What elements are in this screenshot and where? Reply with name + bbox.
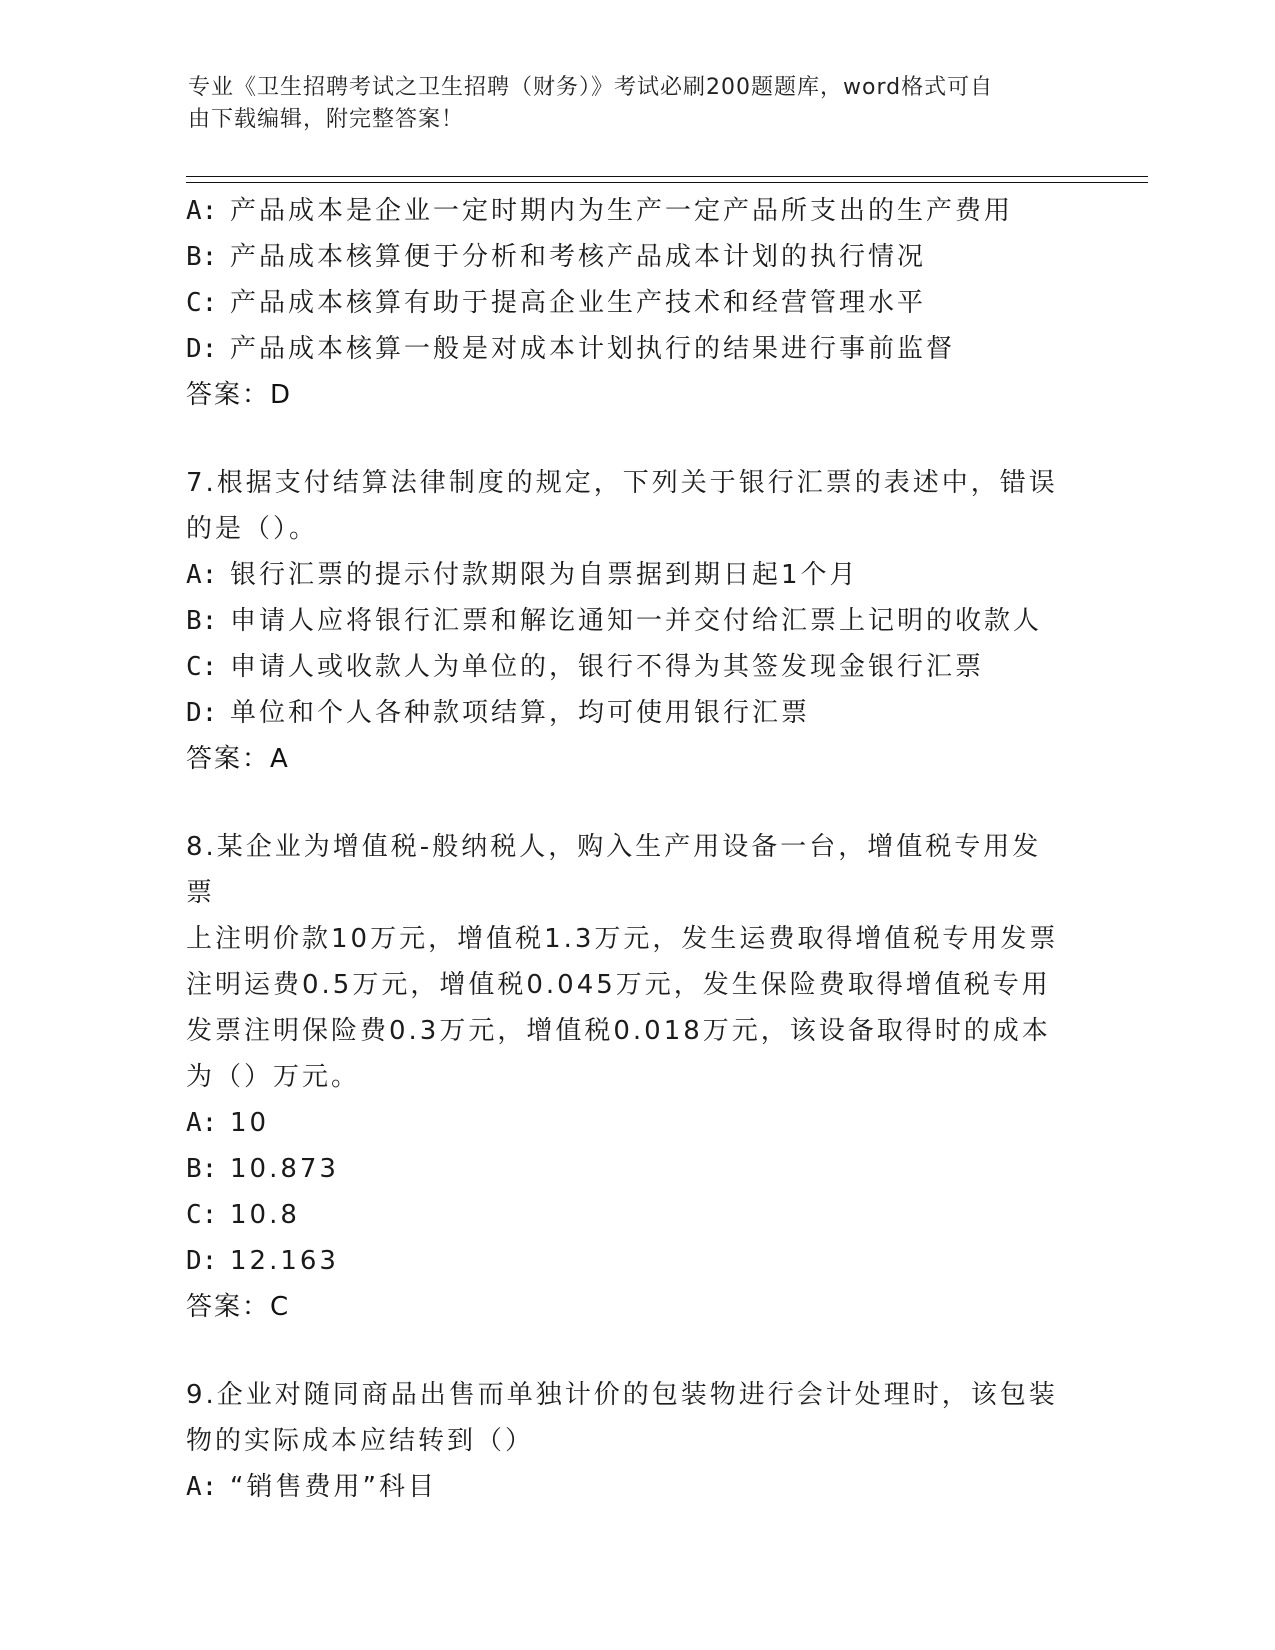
q7-stem-line-2: 的是（）。	[186, 514, 319, 544]
q8-stem-line-4: 发票注明保险费0.3万元，增值税0.018万元，该设备取得时的成本	[186, 1016, 1051, 1046]
option-letter: D:	[186, 334, 218, 364]
q8-stem-line-1: 8.某企业为增值税-般纳税人，购入生产用设备一台，增值税专用发票	[186, 832, 1042, 908]
q8-stem-line-5: 为（）万元。	[186, 1062, 361, 1092]
q7-option-b	[186, 598, 1086, 644]
q9-stem-line-2: 物的实际成本应结转到（）	[186, 1426, 535, 1456]
option-text: “销售费用”科目	[230, 1472, 437, 1502]
option-text: 申请人应将银行汇票和解讫通知一并交付给汇票上记明的收款人	[230, 606, 1043, 636]
header-divider-bottom	[186, 182, 1148, 183]
q8-stem-line-2: 上注明价款10万元，增值税1.3万元，发生运费取得增值税专用发票	[186, 924, 1059, 954]
spacer	[186, 782, 1086, 824]
question-9	[186, 1372, 1086, 1510]
option-text: 12.163	[230, 1246, 339, 1276]
q8-option-c	[186, 1192, 1086, 1238]
option-text: 产品成本核算有助于提高企业生产技术和经营管理水平	[230, 288, 927, 318]
option-text: 产品成本是企业一定时期内为生产一定产品所支出的生产费用	[230, 196, 1014, 226]
q9-option-a	[186, 1464, 1086, 1510]
option-text: 10.873	[230, 1154, 339, 1184]
question-7	[186, 460, 1086, 782]
q8-answer: 答案：C	[186, 1292, 291, 1322]
q6-option-b	[186, 234, 1086, 280]
option-letter: B:	[186, 1154, 218, 1184]
option-letter: D:	[186, 1246, 218, 1276]
option-letter: C:	[186, 1200, 218, 1230]
q6-option-c	[186, 280, 1086, 326]
document-header	[188, 72, 1068, 136]
q8-option-d	[186, 1238, 1086, 1284]
q6-option-d	[186, 326, 1086, 372]
question-list	[186, 188, 1086, 1510]
option-letter: A:	[186, 560, 218, 590]
question-8	[186, 824, 1086, 1330]
option-text: 产品成本核算便于分析和考核产品成本计划的执行情况	[230, 242, 927, 272]
header-divider-top	[186, 176, 1148, 177]
q9-stem-line-1: 9.企业对随同商品出售而单独计价的包装物进行会计处理时，该包装	[186, 1380, 1058, 1410]
q7-stem-line-1: 7.根据支付结算法律制度的规定，下列关于银行汇票的表述中，错误	[186, 468, 1058, 498]
q8-option-b	[186, 1146, 1086, 1192]
option-text: 单位和个人各种款项结算，均可使用银行汇票	[230, 698, 811, 728]
option-text: 10	[230, 1108, 270, 1138]
option-letter: D:	[186, 698, 218, 728]
option-text: 产品成本核算一般是对成本计划执行的结果进行事前监督	[230, 334, 956, 364]
option-letter: C:	[186, 288, 218, 318]
q8-option-a	[186, 1100, 1086, 1146]
option-letter: A:	[186, 1472, 218, 1502]
header-line-2: 由下载编辑，附完整答案！	[188, 107, 465, 132]
option-text: 10.8	[230, 1200, 300, 1230]
question-6	[186, 188, 1086, 418]
option-letter: B:	[186, 606, 218, 636]
option-text: 申请人或收款人为单位的，银行不得为其签发现金银行汇票	[230, 652, 985, 682]
q6-option-a	[186, 188, 1086, 234]
q6-answer: 答案：D	[186, 380, 293, 410]
option-letter: A:	[186, 196, 218, 226]
option-letter: B:	[186, 242, 218, 272]
spacer	[186, 418, 1086, 460]
q7-option-a	[186, 552, 1086, 598]
q8-stem-line-3: 注明运费0.5万元，增值税0.045万元，发生保险费取得增值税专用	[186, 970, 1051, 1000]
option-letter: C:	[186, 652, 218, 682]
q7-option-d	[186, 690, 1086, 736]
option-text: 银行汇票的提示付款期限为自票据到期日起1个月	[230, 560, 859, 590]
q7-answer: 答案：A	[186, 744, 290, 774]
option-letter: A:	[186, 1108, 218, 1138]
spacer	[186, 1330, 1086, 1372]
header-line-1: 专业《卫生招聘考试之卫生招聘（财务）》考试必刷200题题库，word格式可自	[188, 75, 994, 100]
q7-option-c	[186, 644, 1086, 690]
